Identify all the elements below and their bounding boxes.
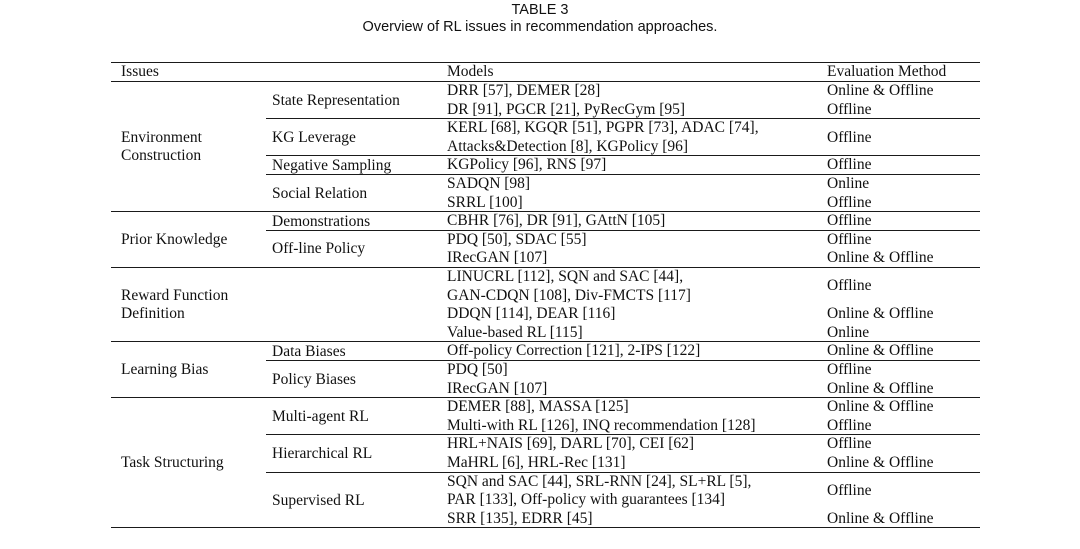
model-cell: GAN-CDQN [108], Div-FMCTS [117] (447, 286, 691, 304)
model-cell: Attacks&Detection [8], KGPolicy [96] (447, 137, 689, 155)
evaluation-cell: Offline (827, 193, 872, 211)
model-cell: SQN and SAC [44], SRL-RNN [24], SL+RL [5], (447, 472, 752, 490)
table-caption: Overview of RL issues in recommendation approaches. (362, 19, 718, 35)
evaluation-cell: Offline (827, 212, 872, 230)
model-cell: SRRL [100] (447, 193, 523, 211)
evaluation-cell: Offline (827, 416, 872, 434)
model-cell: Multi-with RL [126], INQ recommendation [128] (447, 416, 756, 434)
issue-cell: Prior Knowledge (121, 231, 228, 249)
model-cell: SADQN [98] (447, 175, 531, 192)
model-cell: KGPolicy [96], RNS [97] (447, 156, 607, 174)
model-cell: IRecGAN [107] (447, 249, 548, 267)
evaluation-cell: Online & Offline (827, 82, 934, 99)
issue-cell: Construction (121, 147, 202, 165)
bottom-rule (111, 527, 980, 528)
subcategory-cell: Off-line Policy (272, 240, 366, 258)
model-cell: DRR [57], DEMER [28] (447, 82, 601, 99)
subcategory-cell: State Representation (272, 91, 400, 109)
subcategory-cell: Social Relation (272, 184, 368, 202)
evaluation-cell: Online & Offline (827, 342, 934, 360)
evaluation-cell: Offline (827, 128, 872, 146)
evaluation-cell: Online & Offline (827, 249, 934, 267)
evaluation-cell: Online & Offline (827, 305, 934, 323)
subcategory-cell: Policy Biases (272, 370, 356, 388)
subgroup-rule (266, 230, 980, 231)
issue-cell: Environment (121, 129, 202, 147)
evaluation-cell: Offline (827, 230, 872, 248)
subcategory-cell: Negative Sampling (272, 156, 392, 174)
model-cell: DDQN [114], DEAR [116] (447, 305, 616, 323)
subcategory-cell: KG Leverage (272, 128, 356, 146)
header-issues: Issues (121, 63, 159, 80)
model-cell: KERL [68], KGQR [51], PGPR [73], ADAC [74], (447, 119, 759, 137)
model-cell: DR [91], PGCR [21], PyRecGym [95] (447, 100, 686, 118)
model-cell: DEMER [88], MASSA [125] (447, 398, 629, 416)
evaluation-cell: Offline (827, 100, 872, 118)
evaluation-cell: Offline (827, 156, 872, 174)
evaluation-cell: Online & Offline (827, 454, 934, 471)
issue-cell: Learning Bias (121, 361, 209, 379)
header-models: Models (447, 63, 494, 80)
model-cell: HRL+NAIS [69], DARL [70], CEI [62] (447, 435, 695, 453)
model-cell: IRecGAN [107] (447, 379, 548, 397)
model-cell: CBHR [76], DR [91], GAttN [105] (447, 212, 666, 230)
model-cell: LINUCRL [112], SQN and SAC [44], (447, 268, 684, 285)
model-cell: MaHRL [6], HRL-Rec [131] (447, 454, 626, 471)
evaluation-cell: Offline (827, 277, 872, 295)
evaluation-cell: Offline (827, 361, 872, 378)
subgroup-rule (266, 360, 980, 361)
subcategory-cell: Hierarchical RL (272, 445, 373, 462)
issue-cell: Task Structuring (121, 454, 224, 472)
model-cell: PAR [133], Off-policy with guarantees [134] (447, 491, 726, 509)
model-cell: Off-policy Correction [121], 2-IPS [122] (447, 342, 701, 360)
evaluation-cell: Offline (827, 481, 872, 499)
header-evaluation: Evaluation Method (827, 63, 947, 80)
model-cell: SRR [135], EDRR [45] (447, 509, 593, 527)
evaluation-cell: Online (827, 175, 870, 192)
evaluation-cell: Offline (827, 435, 872, 453)
issue-cell: Definition (121, 305, 185, 323)
evaluation-cell: Online (827, 323, 870, 341)
evaluation-cell: Online & Offline (827, 398, 934, 416)
evaluation-cell: Online & Offline (827, 379, 934, 397)
evaluation-cell: Online & Offline (827, 509, 934, 527)
issue-cell: Reward Function (121, 287, 229, 305)
model-cell: PDQ [50] (447, 361, 508, 378)
model-cell: PDQ [50], SDAC [55] (447, 230, 587, 248)
subcategory-cell: Supervised RL (272, 491, 365, 509)
subcategory-cell: Data Biases (272, 342, 346, 360)
model-cell: Value-based RL [115] (447, 323, 583, 341)
table-label: TABLE 3 (511, 2, 569, 18)
subcategory-cell: Demonstrations (272, 212, 371, 230)
subcategory-cell: Multi-agent RL (272, 407, 369, 425)
subgroup-rule (266, 174, 980, 175)
